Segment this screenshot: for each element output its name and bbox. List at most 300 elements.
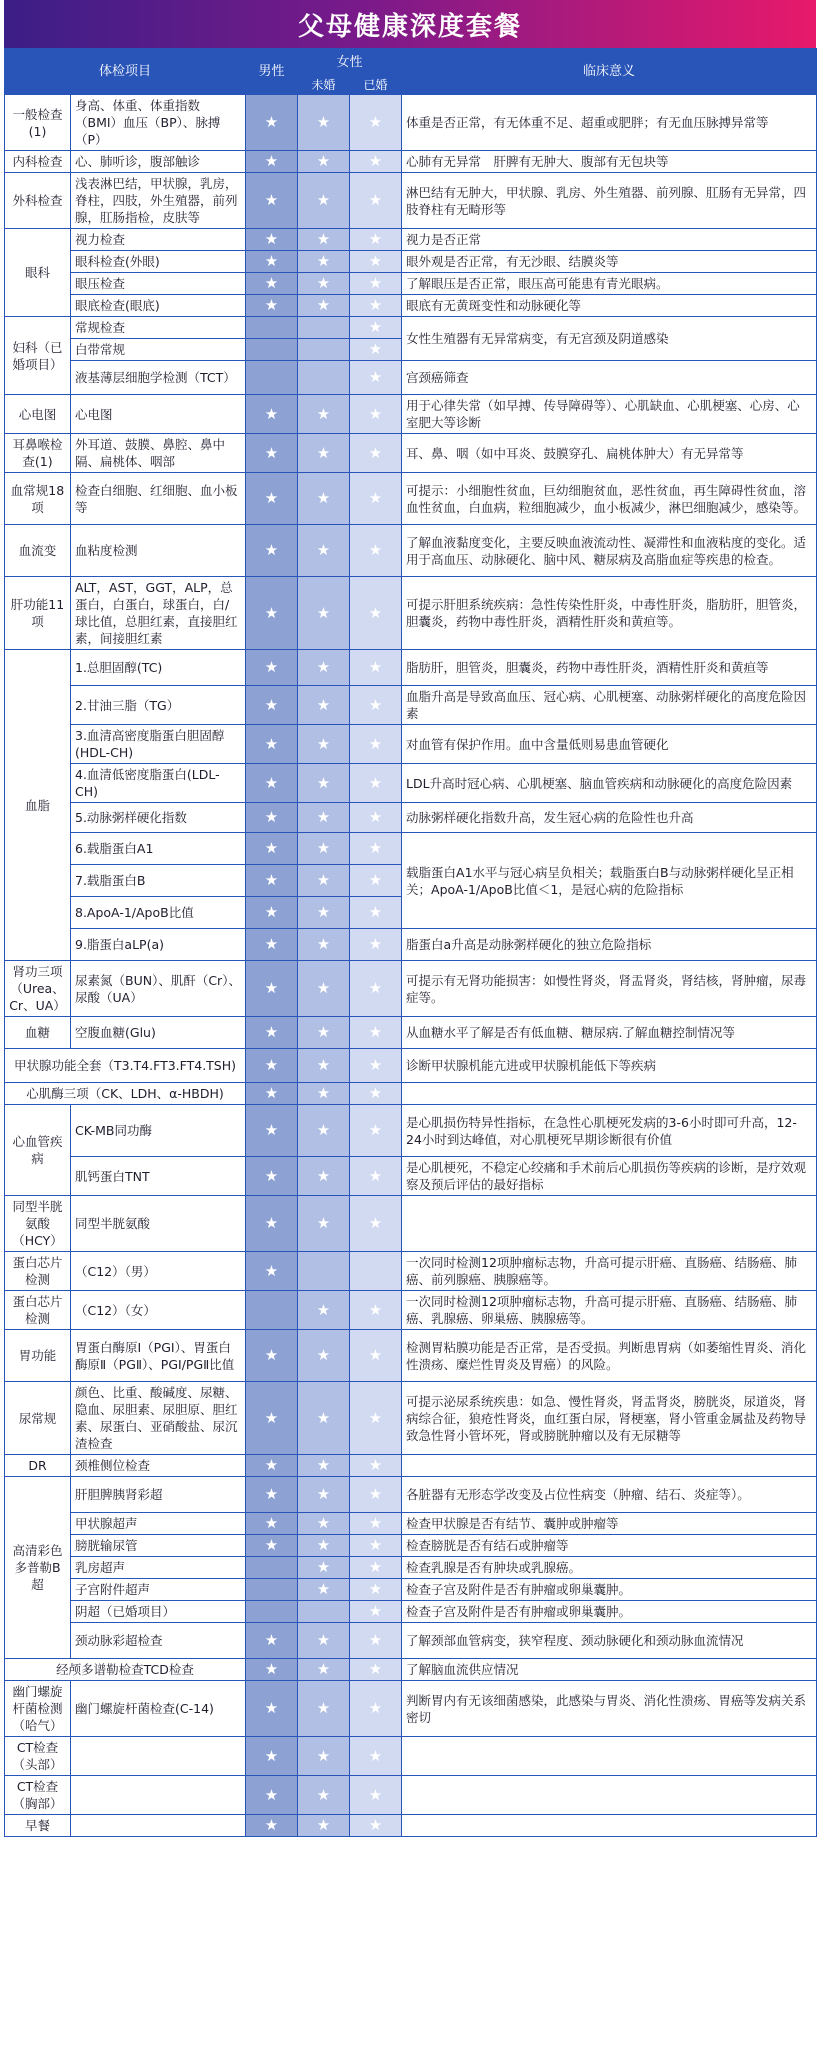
star-icon: ★ [264, 1485, 279, 1503]
mark-w [350, 1776, 402, 1815]
table-row [5, 95, 817, 151]
mark-u [298, 577, 350, 650]
star-icon: ★ [264, 152, 279, 170]
row-meaning: 检查甲状腺是否有结节、囊肿或肿瘤等 [402, 1513, 817, 1535]
table-row [5, 1049, 817, 1083]
page-title: 父母健康深度套餐 [297, 11, 522, 42]
star-icon: ★ [316, 808, 331, 826]
mark-m [246, 317, 298, 339]
row-item: 9.脂蛋白aLP(a) [71, 929, 246, 961]
mark-u [298, 473, 350, 525]
star-icon: ★ [368, 1456, 383, 1474]
mark-u [298, 1659, 350, 1681]
star-icon: ★ [264, 1816, 279, 1834]
mark-w [350, 1252, 402, 1291]
row-meaning: 检查乳腺是否有肿块或乳腺癌。 [402, 1557, 817, 1579]
mark-m [246, 151, 298, 173]
row-meaning: 了解血液黏度变化，主要反映血液流动性、凝滞性和血液粘度的变化。适用于高血压、动脉硬化、脑中风、糖尿病及高脂血症等疾患的检查。 [402, 525, 817, 577]
mark-w [350, 1330, 402, 1382]
star-icon: ★ [264, 230, 279, 248]
star-icon: ★ [368, 404, 383, 423]
star-icon: ★ [368, 191, 383, 209]
star-icon: ★ [264, 871, 279, 889]
mark-w [350, 1157, 402, 1196]
star-icon: ★ [368, 1785, 383, 1804]
mark-m [246, 1105, 298, 1157]
row-meaning: 检查膀胱是否有结石或肿瘤等 [402, 1535, 817, 1557]
star-icon: ★ [264, 296, 279, 314]
row-item: 尿素氮（BUN）、肌酐（Cr）、尿酸（UA） [71, 961, 246, 1017]
star-icon: ★ [264, 252, 279, 270]
mark-m [246, 473, 298, 525]
row-item: 身高、体重、体重指数（BMI）血压（BP）、脉搏（P） [71, 95, 246, 151]
star-icon: ★ [316, 1408, 331, 1427]
mark-u [298, 434, 350, 473]
row-item: 颜色、比重、酸碱度、尿糖、隐血、尿胆素、尿胆原、胆红素、尿蛋白、亚硝酸盐、尿沉渣检查 [71, 1382, 246, 1455]
table-row [5, 173, 817, 229]
mark-w [350, 151, 402, 173]
star-icon: ★ [368, 1056, 383, 1074]
star-icon: ★ [368, 1746, 383, 1765]
star-icon: ★ [316, 443, 331, 462]
row-item: 乳房超声 [71, 1557, 246, 1579]
star-icon: ★ [316, 1660, 331, 1678]
row-item: 颈动脉彩超检查 [71, 1623, 246, 1659]
table-row [5, 725, 817, 764]
table-body [5, 95, 817, 1837]
mark-m [246, 95, 298, 151]
row-item: 阴超（已婚项目） [71, 1601, 246, 1623]
mark-m [246, 725, 298, 764]
star-icon: ★ [264, 1785, 279, 1804]
mark-w [350, 865, 402, 897]
header-unmarried: 未婚 [298, 76, 350, 95]
mark-u [298, 725, 350, 764]
mark-u [298, 1252, 350, 1291]
mark-w [350, 686, 402, 725]
mark-u [298, 361, 350, 395]
table-row [5, 251, 817, 273]
table-row [5, 764, 817, 803]
star-icon: ★ [316, 489, 331, 507]
star-icon: ★ [316, 871, 331, 889]
row-category: 蛋白芯片检测 [5, 1252, 71, 1291]
row-item: CK-MB同功酶 [71, 1105, 246, 1157]
row-item: 1.总胆固醇(TC) [71, 650, 246, 686]
star-icon: ★ [368, 489, 383, 507]
mark-w [350, 1557, 402, 1579]
table-row [5, 686, 817, 725]
star-icon: ★ [368, 368, 383, 386]
star-icon: ★ [316, 1121, 331, 1139]
mark-w [350, 1815, 402, 1837]
mark-u [298, 803, 350, 833]
row-meaning: 一次同时检测12项肿瘤标志物，升高可提示肝癌、直肠癌、结肠癌、肺癌、前列腺癌、胰腺癌等。 [402, 1252, 817, 1291]
mark-m [246, 1083, 298, 1105]
row-meaning: 检测胃粘膜功能是否正常，是否受损。判断患胃病（如萎缩性胃炎、消化性溃疡、糜烂性胃炎及胃癌）的风险。 [402, 1330, 817, 1382]
star-icon: ★ [316, 1746, 331, 1765]
mark-u [298, 1557, 350, 1579]
row-item: 甲状腺超声 [71, 1513, 246, 1535]
star-icon: ★ [316, 603, 331, 622]
row-item: 3.血清高密度脂蛋白胆固醇(HDL-CH) [71, 725, 246, 764]
row-category: 内科检查 [5, 151, 71, 173]
mark-m [246, 1455, 298, 1477]
star-icon: ★ [368, 1816, 383, 1834]
mark-m [246, 1157, 298, 1196]
mark-u [298, 229, 350, 251]
star-icon: ★ [316, 1631, 331, 1649]
star-icon: ★ [368, 871, 383, 889]
mark-u [298, 251, 350, 273]
table-row [5, 1291, 817, 1330]
star-icon: ★ [368, 340, 383, 358]
table-row [5, 1196, 817, 1252]
mark-w [350, 95, 402, 151]
table-row [5, 1455, 817, 1477]
mark-u [298, 151, 350, 173]
row-meaning [402, 1196, 817, 1252]
mark-u [298, 1196, 350, 1252]
mark-w [350, 1049, 402, 1083]
table-row [5, 361, 817, 395]
star-icon: ★ [264, 603, 279, 622]
star-icon: ★ [264, 808, 279, 826]
row-meaning: 视力是否正常 [402, 229, 817, 251]
row-meaning: 女性生殖器有无异常病变，有无宫颈及阴道感染 [402, 317, 817, 361]
star-icon: ★ [368, 1084, 383, 1102]
mark-w [350, 434, 402, 473]
star-icon: ★ [264, 1746, 279, 1765]
row-item [71, 1815, 246, 1837]
table-row [5, 1477, 817, 1513]
row-meaning: 可提示泌尿系统疾患：如急、慢性肾炎，肾盂肾炎，膀胱炎，尿道炎，肾病综合征，狼疮性肾炎，血红蛋白尿，肾梗塞，肾小管重金属盐及药物导致急性肾小管坏死，肾或膀胱肿瘤以及有无尿糖等 [402, 1382, 817, 1455]
table-row [5, 1601, 817, 1623]
star-icon: ★ [368, 1346, 383, 1364]
row-meaning: 载脂蛋白A1水平与冠心病呈负相关；载脂蛋白B与动脉粥样硬化呈正相关；ApoA-1/ApoB比值＜1，是冠心病的危险指标 [402, 833, 817, 929]
star-icon: ★ [264, 1261, 279, 1280]
star-icon: ★ [316, 152, 331, 170]
row-meaning: 是心肌损伤特异性指标，在急性心肌梗死发病的3-6小时即可升高，12-24小时到达峰值，对心肌梗死早期诊断很有价值 [402, 1105, 817, 1157]
mark-w [350, 361, 402, 395]
row-category: 同型半胱氨酸（HCY） [5, 1196, 71, 1252]
mark-m [246, 251, 298, 273]
header-female: 女性 [298, 49, 402, 76]
row-meaning: LDL升高时冠心病、心肌梗塞、脑血管疾病和动脉硬化的高度危险因素 [402, 764, 817, 803]
mark-w [350, 833, 402, 865]
table-row [5, 151, 817, 173]
table-row [5, 1737, 817, 1776]
star-icon: ★ [368, 1660, 383, 1678]
table-row [5, 1330, 817, 1382]
mark-m [246, 273, 298, 295]
row-item: 视力检查 [71, 229, 246, 251]
mark-u [298, 525, 350, 577]
star-icon: ★ [368, 230, 383, 248]
row-category: 心肌酶三项（CK、LDH、α-HBDH) [5, 1083, 246, 1105]
star-icon: ★ [368, 808, 383, 826]
row-item: （C12）（女） [71, 1291, 246, 1330]
mark-m [246, 1330, 298, 1382]
star-icon: ★ [264, 1166, 279, 1185]
table-row [5, 1623, 817, 1659]
mark-u [298, 1623, 350, 1659]
mark-m [246, 229, 298, 251]
mark-w [350, 961, 402, 1017]
header-meaning: 临床意义 [402, 49, 817, 95]
star-icon: ★ [316, 1558, 331, 1576]
table-row [5, 1513, 817, 1535]
mark-u [298, 897, 350, 929]
star-icon: ★ [264, 1056, 279, 1074]
star-icon: ★ [368, 318, 383, 336]
mark-u [298, 1049, 350, 1083]
row-item: （C12）（男） [71, 1252, 246, 1291]
mark-w [350, 1083, 402, 1105]
row-item: 胃蛋白酶原Ⅰ（PGⅠ）、胃蛋白酶原Ⅱ（PGⅡ）、PGⅠ/PGⅡ比值 [71, 1330, 246, 1382]
mark-w [350, 473, 402, 525]
mark-w [350, 295, 402, 317]
row-meaning [402, 1083, 817, 1105]
star-icon: ★ [368, 1214, 383, 1232]
mark-m [246, 1681, 298, 1737]
mark-m [246, 1477, 298, 1513]
row-item: 心、肺听诊，腹部触诊 [71, 151, 246, 173]
star-icon: ★ [316, 773, 331, 792]
mark-m [246, 1291, 298, 1330]
header-item: 体检项目 [5, 49, 246, 95]
mark-w [350, 577, 402, 650]
row-meaning: 脂肪肝，胆管炎，胆囊炎，药物中毒性肝炎，酒精性肝炎和黄疸等 [402, 650, 817, 686]
row-category: 心血管疾病 [5, 1105, 71, 1196]
mark-u [298, 1017, 350, 1049]
star-icon: ★ [316, 1536, 331, 1554]
star-icon: ★ [316, 541, 331, 559]
mark-m [246, 1815, 298, 1837]
row-item: 8.ApoA-1/ApoB比值 [71, 897, 246, 929]
mark-u [298, 1291, 350, 1330]
row-category: 早餐 [5, 1815, 71, 1837]
mark-m [246, 1196, 298, 1252]
star-icon: ★ [368, 113, 383, 131]
row-item: 幽门螺旋杆菌检查(C-14) [71, 1681, 246, 1737]
row-item: 6.载脂蛋白A1 [71, 833, 246, 865]
star-icon: ★ [264, 191, 279, 209]
star-icon: ★ [316, 695, 331, 714]
row-item: 膀胱输尿管 [71, 1535, 246, 1557]
row-category: CT检查（头部） [5, 1737, 71, 1776]
mark-m [246, 961, 298, 1017]
star-icon: ★ [316, 903, 331, 921]
row-item: 颈椎侧位检查 [71, 1455, 246, 1477]
table-row [5, 961, 817, 1017]
row-item: 常规检查 [71, 317, 246, 339]
star-icon: ★ [316, 1023, 331, 1041]
row-item: 心电图 [71, 395, 246, 434]
star-icon: ★ [368, 1023, 383, 1041]
star-icon: ★ [368, 1602, 383, 1620]
mark-w [350, 1623, 402, 1659]
row-item: 肌钙蛋白TNT [71, 1157, 246, 1196]
row-meaning [402, 1776, 817, 1815]
star-icon: ★ [368, 252, 383, 270]
star-icon: ★ [264, 734, 279, 753]
mark-u [298, 1157, 350, 1196]
mark-m [246, 1737, 298, 1776]
star-icon: ★ [368, 1514, 383, 1532]
star-icon: ★ [368, 1408, 383, 1427]
table-row [5, 295, 817, 317]
row-category: 肾功三项（Urea、Cr、UA） [5, 961, 71, 1017]
mark-u [298, 395, 350, 434]
row-meaning: 诊断甲状腺机能亢进或甲状腺机能低下等疾病 [402, 1049, 817, 1083]
row-meaning: 可提示肝胆系统疾病：急性传染性肝炎，中毒性肝炎，脂肪肝，胆管炎，胆囊炎，药物中毒性肝炎，酒精性肝炎和黄疸等。 [402, 577, 817, 650]
star-icon: ★ [316, 1346, 331, 1364]
table-row [5, 650, 817, 686]
mark-w [350, 229, 402, 251]
row-meaning: 动脉粥样硬化指数升高，发生冠心病的危险性也升高 [402, 803, 817, 833]
mark-w [350, 1477, 402, 1513]
star-icon: ★ [368, 541, 383, 559]
row-item: 肝胆脾胰肾彩超 [71, 1477, 246, 1513]
star-icon: ★ [264, 404, 279, 423]
row-category: CT检查（胸部） [5, 1776, 71, 1815]
star-icon: ★ [316, 1456, 331, 1474]
table-row [5, 1083, 817, 1105]
mark-u [298, 1382, 350, 1455]
mark-m [246, 1252, 298, 1291]
row-meaning: 宫颈癌筛查 [402, 361, 817, 395]
mark-u [298, 1455, 350, 1477]
title-banner [4, 0, 816, 48]
star-icon: ★ [316, 252, 331, 270]
mark-w [350, 1513, 402, 1535]
star-icon: ★ [316, 839, 331, 857]
row-item: 液基薄层细胞学检测（TCT） [71, 361, 246, 395]
row-meaning: 用于心律失常（如早搏、传导障碍等）、心肌缺血、心肌梗塞、心房、心室肥大等诊断 [402, 395, 817, 434]
star-icon: ★ [316, 1485, 331, 1503]
table-row [5, 1815, 817, 1837]
row-meaning: 一次同时检测12项肿瘤标志物，升高可提示肝癌、直肠癌、结肠癌、肺癌、乳腺癌、卵巢癌、胰腺癌等。 [402, 1291, 817, 1330]
row-item: 7.载脂蛋白B [71, 865, 246, 897]
star-icon: ★ [316, 1214, 331, 1232]
mark-m [246, 1557, 298, 1579]
star-icon: ★ [368, 734, 383, 753]
mark-u [298, 339, 350, 361]
row-item: 检查白细胞、红细胞、血小板等 [71, 473, 246, 525]
header-male: 男性 [246, 49, 298, 95]
mark-w [350, 929, 402, 961]
row-category: DR [5, 1455, 71, 1477]
mark-m [246, 1535, 298, 1557]
mark-u [298, 1105, 350, 1157]
star-icon: ★ [264, 1346, 279, 1364]
star-icon: ★ [368, 979, 383, 997]
mark-u [298, 1083, 350, 1105]
mark-u [298, 1535, 350, 1557]
star-icon: ★ [368, 1121, 383, 1139]
mark-u [298, 833, 350, 865]
row-meaning: 了解颈部血管病变，狭窄程度、颈动脉硬化和颈动脉血流情况 [402, 1623, 817, 1659]
star-icon: ★ [368, 152, 383, 170]
row-item: 白带常规 [71, 339, 246, 361]
mark-u [298, 1681, 350, 1737]
mark-u [298, 929, 350, 961]
star-icon: ★ [316, 734, 331, 753]
star-icon: ★ [368, 1631, 383, 1649]
star-icon: ★ [316, 1699, 331, 1717]
mark-m [246, 1017, 298, 1049]
star-icon: ★ [368, 603, 383, 622]
row-category: 眼科 [5, 229, 71, 317]
table-row [5, 395, 817, 434]
mark-u [298, 1513, 350, 1535]
row-item [71, 1776, 246, 1815]
star-icon: ★ [264, 1023, 279, 1041]
mark-w [350, 395, 402, 434]
mark-m [246, 1382, 298, 1455]
row-category: 肝功能11项 [5, 577, 71, 650]
star-icon: ★ [264, 1631, 279, 1649]
mark-u [298, 1477, 350, 1513]
row-category: 甲状腺功能全套（T3.T4.FT3.FT4.TSH) [5, 1049, 246, 1083]
table-row [5, 1535, 817, 1557]
star-icon: ★ [264, 1121, 279, 1139]
mark-w [350, 764, 402, 803]
star-icon: ★ [264, 113, 279, 131]
mark-u [298, 865, 350, 897]
table-row [5, 1557, 817, 1579]
star-icon: ★ [264, 1408, 279, 1427]
star-icon: ★ [316, 979, 331, 997]
table-row [5, 1681, 817, 1737]
row-item: 4.血清低密度脂蛋白(LDL-CH) [71, 764, 246, 803]
star-icon: ★ [368, 443, 383, 462]
mark-u [298, 764, 350, 803]
table-row [5, 229, 817, 251]
mark-u [298, 95, 350, 151]
star-icon: ★ [368, 1558, 383, 1576]
row-item: 浅表淋巴结，甲状腺，乳房，脊柱，四肢，外生殖器，前列腺，肛肠指检，皮肤等 [71, 173, 246, 229]
star-icon: ★ [316, 1816, 331, 1834]
mark-u [298, 295, 350, 317]
star-icon: ★ [316, 113, 331, 131]
mark-u [298, 273, 350, 295]
star-icon: ★ [316, 1166, 331, 1185]
mark-m [246, 434, 298, 473]
mark-w [350, 1196, 402, 1252]
star-icon: ★ [368, 839, 383, 857]
table-row [5, 1157, 817, 1196]
star-icon: ★ [316, 1300, 331, 1319]
row-item: 眼底检查(眼底) [71, 295, 246, 317]
star-icon: ★ [316, 1580, 331, 1598]
row-category: 血常规18项 [5, 473, 71, 525]
row-item: 5.动脉粥样硬化指数 [71, 803, 246, 833]
star-icon: ★ [316, 1785, 331, 1804]
row-meaning: 心肺有无异常 肝脾有无肿大、腹部有无包块等 [402, 151, 817, 173]
row-meaning: 可提示：小细胞性贫血，巨幼细胞贫血，恶性贫血，再生障碍性贫血，溶血性贫血，白血病，粒细胞减少，血小板减少，淋巴细胞减少，感染等。 [402, 473, 817, 525]
mark-w [350, 1017, 402, 1049]
mark-w [350, 1382, 402, 1455]
row-category: 高清彩色多普勒B超 [5, 1477, 71, 1659]
row-category: 蛋白芯片检测 [5, 1291, 71, 1330]
mark-u [298, 961, 350, 1017]
row-item: ALT，AST，GGT，ALP，总蛋白，白蛋白，球蛋白，白/球比值，总胆红素，直接胆红素，间接胆红素 [71, 577, 246, 650]
table-row [5, 1659, 817, 1681]
mark-m [246, 1601, 298, 1623]
star-icon: ★ [316, 191, 331, 209]
